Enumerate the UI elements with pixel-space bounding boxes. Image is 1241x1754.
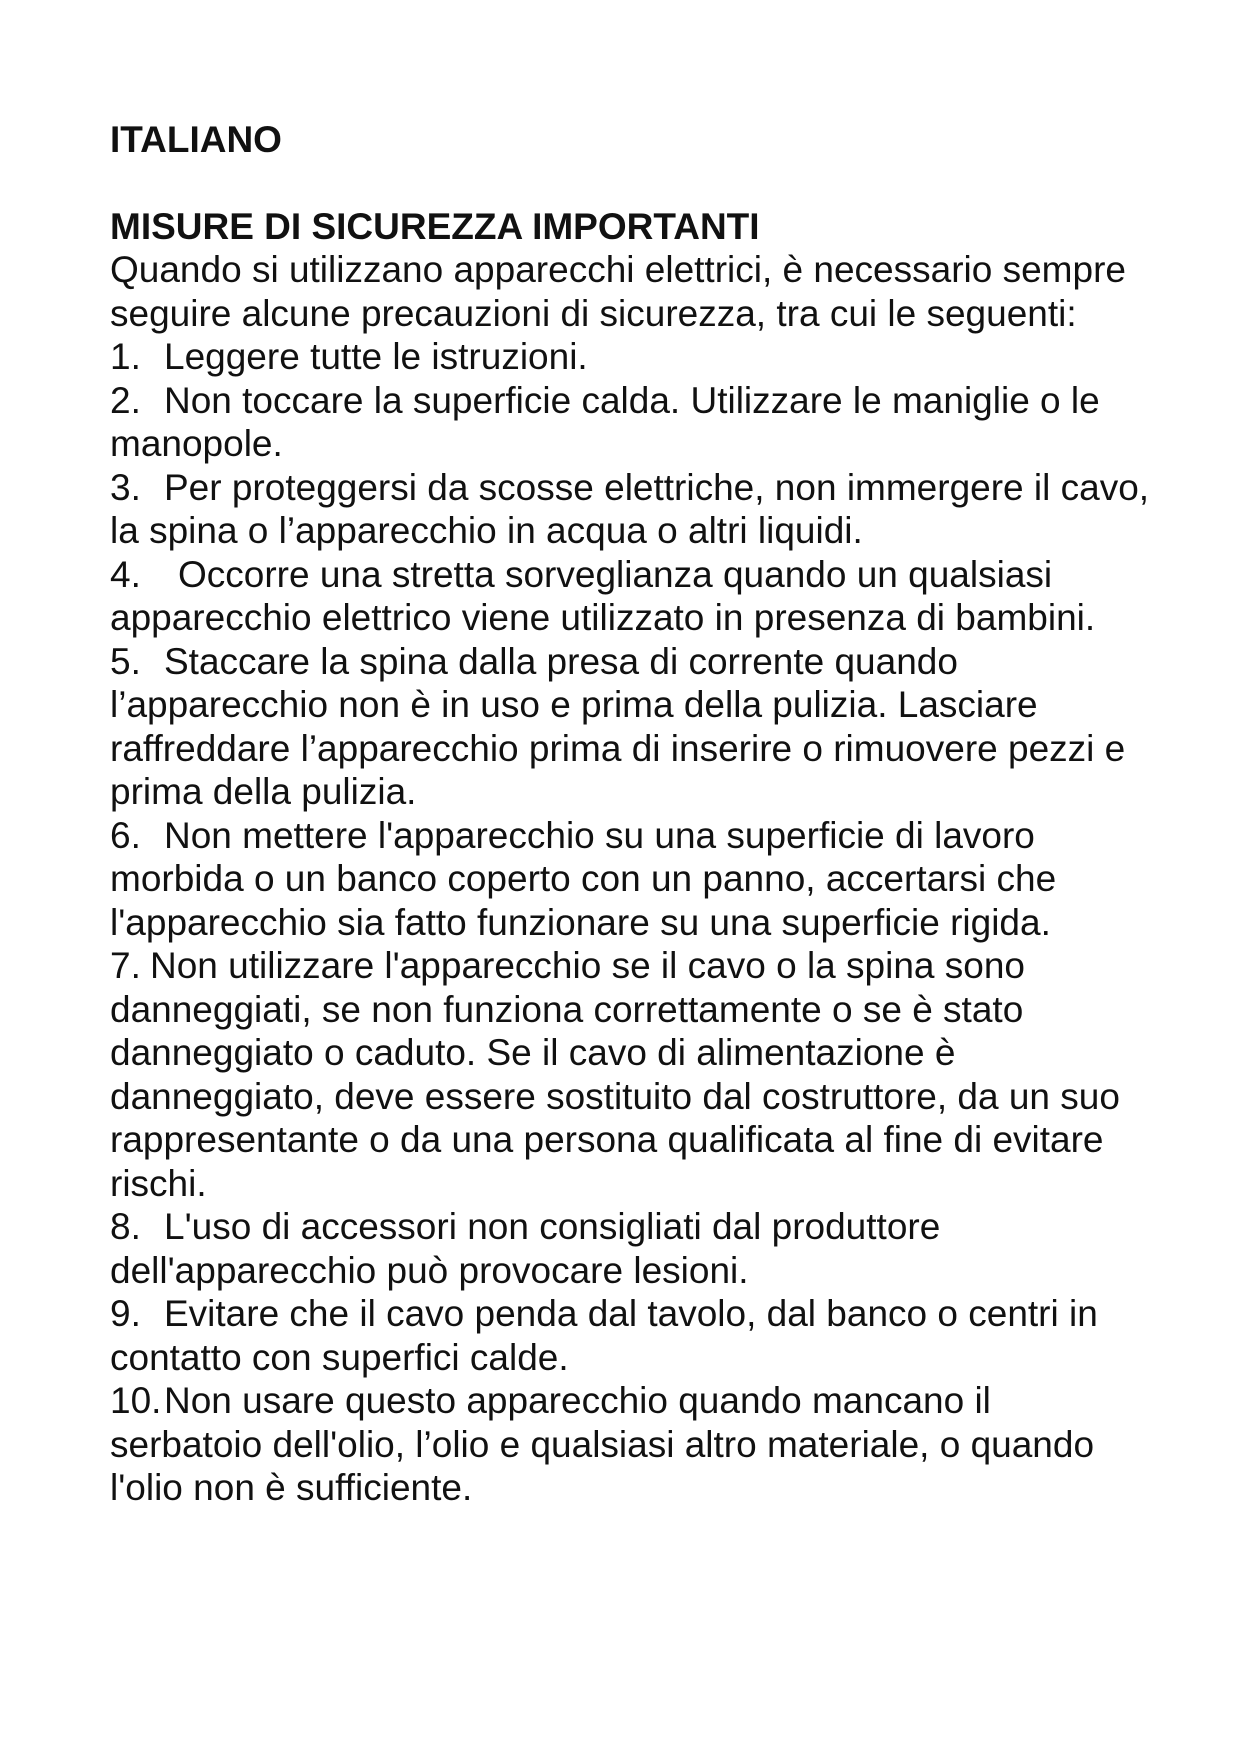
item-text: Non toccare la superficie calda. Utilizzare le maniglie o le manopole. [110, 379, 1100, 464]
list-item [110, 1379, 1150, 1510]
list-item [110, 379, 1150, 466]
item-text: L'uso di accessori non consigliati dal produttore dell'apparecchio può provocare lesioni. [110, 1206, 941, 1291]
list-item [110, 335, 1150, 379]
list-item [110, 466, 1150, 553]
list-item [110, 640, 1150, 814]
item-number: 8. [110, 1206, 141, 1247]
list-item [110, 944, 1150, 1205]
item-text: Per proteggersi da scosse elettriche, non immergere il cavo, la spina o l’apparecchio in acqua o altri liquidi. [110, 466, 1150, 551]
list-item [110, 553, 1150, 640]
language-heading: ITALIANO [110, 119, 282, 160]
item-number: 3. [110, 466, 141, 508]
item-number: 4. [110, 553, 141, 595]
item-text: Non utilizzare l'apparecchio se il cavo o la spina sono danneggiati, se non funziona correttamente o se è stato danneggiato o caduto. Se il cavo di alimentazione è danneggiato, deve essere sostituito dal costruttore, da un suo rappresentante o da una persona qualificata al fine di evitare rischi. [110, 945, 1120, 1204]
item-text: Staccare la spina dalla presa di corrente quando l’apparecchio non è in uso e prima della pulizia. Lasciare raffreddare l’apparecchio prima di inserire o rimuovere pezzi e prima della pulizia. [110, 640, 1126, 812]
item-number: 2. [110, 379, 141, 421]
item-number: 6. [110, 814, 141, 856]
item-text: Non usare questo apparecchio quando mancano il serbatoio dell'olio, l’olio e qualsiasi altro materiale, o quando l'olio non è sufficiente. [110, 1380, 1095, 1508]
item-number: 5. [110, 640, 141, 682]
item-number: 1. [110, 336, 141, 377]
safety-list [110, 335, 1150, 1510]
item-number: 7. [110, 945, 141, 986]
list-item [110, 1205, 1150, 1292]
intro-paragraph: Quando si utilizzano apparecchi elettrici, è necessario sempre seguire alcune precauzioni di sicurezza, tra cui le seguenti: [110, 249, 1126, 334]
list-item [110, 814, 1150, 945]
item-text: Occorre una stretta sorveglianza quando un qualsiasi apparecchio elettrico viene utilizzato in presenza di bambini. [110, 553, 1096, 638]
item-text: Non mettere l'apparecchio su una superficie di lavoro morbida o un banco coperto con un panno, accertarsi che l'apparecchio sia fatto funzionare su una superficie rigida. [110, 814, 1057, 943]
item-number: 10. [110, 1380, 162, 1421]
item-number: 9. [110, 1293, 141, 1334]
item-text: Leggere tutte le istruzioni. [164, 336, 588, 377]
list-item [110, 1292, 1150, 1379]
document-page [110, 118, 1150, 1510]
item-text: Evitare che il cavo penda dal tavolo, dal banco o centri in contatto con superfici calde. [110, 1293, 1098, 1378]
safety-title: MISURE DI SICUREZZA IMPORTANTI [110, 205, 760, 247]
